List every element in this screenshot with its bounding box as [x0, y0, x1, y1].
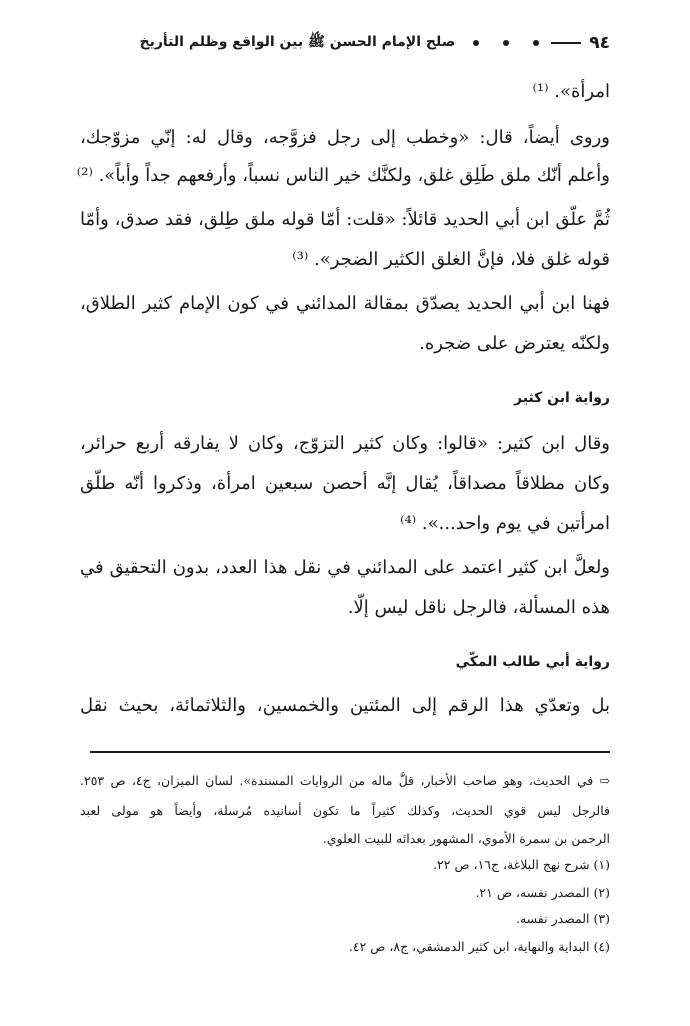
body-line: امرأتين في يوم واحد...». ⁽⁴⁾ [400, 513, 610, 534]
body-line: وأعلم أنّك ملق طَلِق غلق، ولكنَّك خير الناس نسباً، وأرفعهم جداً وأباً». ⁽²⁾ [76, 165, 610, 186]
footnote-line: (١) شرح نهج البلاغة، ج١٦، ص ٢٢. [433, 857, 610, 872]
body-line: ولعلَّ ابن كثير اعتمد على المدائني في نقل هذا العدد، بدون التحقيق في [80, 557, 610, 578]
body-line: ولكنّه يعترض على ضجره. [419, 333, 610, 354]
footnote-line: فالرجل ليس قوي الحديث، وكذلك كثيراً ما تكون أسانيده مُرسلة، وأيضاً هو مولى لعبد [80, 803, 610, 818]
header-ornament [461, 40, 581, 46]
body-line: فهنا ابن أبي الحديد يصدّق بمقالة المدائني في كون الإمام كثير الطلاق، [80, 293, 610, 314]
running-header [90, 28, 610, 58]
footnote-line: (٣) المصدر نفسه. [515, 911, 610, 926]
footnote-line: الرحمن بن سمرة الأموي، المشهور بعدائه للبيت العلوي. [322, 831, 610, 846]
footnote-line: (٢) المصدر نفسه، ص ٢١. [475, 885, 610, 900]
body-line: بل وتعدّي هذا الرقم إلى المئتين والخمسين، والثلاثمائة، بحيث نقل [80, 695, 610, 716]
section-heading: رواية ابن كثير [514, 390, 610, 406]
page-number: ٩٤ [589, 33, 610, 53]
body-line: امرأة». ⁽¹⁾ [532, 81, 610, 102]
body-line: هذه المسألة، فالرجل ناقل ليس إلّا. [347, 597, 610, 618]
body-line: وقال ابن كثير: «قالوا: وكان كثير التزوّج، وكان لا يفارقه أربع حرائر، [80, 433, 610, 454]
header-title: صلح الإمام الحسن ﷺ بين الواقع وظلم التأريخ [139, 34, 456, 50]
body-line: ثُمَّ علّق ابن أبي الحديد قائلاً: «قلت: أمّا قوله ملق طِلق، فقد صدق، وأمّا [80, 209, 610, 230]
body-line: وكان مطلاقاً مصداقاً، يُقال إنَّه أحصن سبعين امرأة، وذكروا أنّه طلّق [80, 473, 610, 494]
body-line: قوله غلق فلا، فإنَّ الغلق الكثير الضجر». ⁽³⁾ [292, 249, 610, 270]
footnote-line: ⇨ في الحديث، وهو صاحب الأخبار، قلَّ ماله من الروايات المسندة». لسان الميزان، ج٤، ص ٢٥٣. [80, 773, 610, 788]
section-heading: رواية أبي طالب المكّي [455, 654, 610, 670]
footnote-line: (٤) البداية والنهاية، ابن كثير الدمشقي، ج٨، ص ٤٢. [348, 939, 610, 954]
footnote-divider [90, 751, 610, 753]
body-line: وروى أيضاً، قال: «وخطب إلى رجل فزوَّجه، وقال له: إنّي مزوّجك، [80, 127, 610, 148]
